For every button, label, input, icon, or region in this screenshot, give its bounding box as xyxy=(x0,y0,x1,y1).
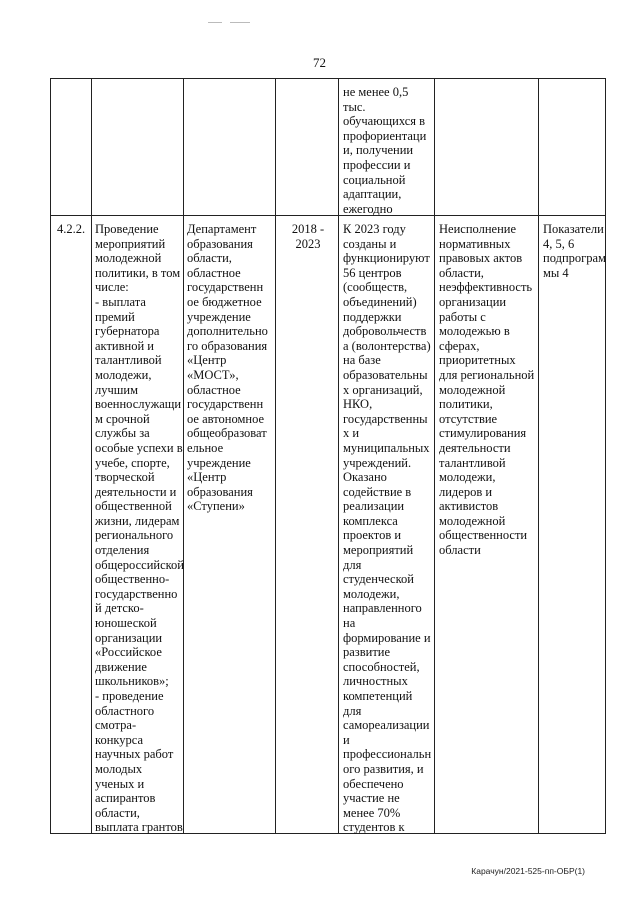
cell-text-line: молодежной xyxy=(95,251,162,266)
cell-number: 4.2.2. xyxy=(56,222,86,236)
cell-text-line: «Центр xyxy=(187,470,227,485)
cell-text-line: организации xyxy=(439,294,507,309)
cell-text-line: ого развития, и xyxy=(343,761,424,776)
cell-text-line: образовательны xyxy=(343,367,428,382)
cell-text-line: особые успехи в xyxy=(95,440,183,455)
cell-text-line: проектов и xyxy=(343,528,402,543)
cell-text-line: содействие в xyxy=(343,484,412,499)
cell-text-line: общеобразоват xyxy=(187,426,267,441)
cell-text-line: функционируют xyxy=(343,251,430,266)
cell-text-line: области, xyxy=(439,265,484,280)
cell-text-line: профориентаци xyxy=(343,128,427,143)
cell-text-line: го образования xyxy=(187,338,268,353)
cell-text-line: учреждение xyxy=(187,455,251,470)
cell-text-line: области, xyxy=(187,251,232,266)
cell-text-line: отсутствие xyxy=(439,411,498,426)
cell-text-line: выплата грантов xyxy=(95,820,183,835)
cell-text-line: политики, в том xyxy=(95,265,181,280)
cell-indicators xyxy=(543,222,606,280)
cell-text-line: а (волонтерства) xyxy=(343,338,431,353)
cell-expected-result xyxy=(343,222,431,835)
cell-text-line: 2018 - xyxy=(291,222,325,236)
cell-text-line: мероприятий xyxy=(95,236,166,251)
cell-text-line: жизни, лидерам xyxy=(95,513,180,528)
cell-text-line: нормативных xyxy=(439,236,511,251)
cell-text-line: «Ступени» xyxy=(187,499,245,514)
cell-text-line: молодых xyxy=(95,761,143,776)
cell-text-line: движение xyxy=(95,659,147,674)
cell-text-line: для xyxy=(343,557,362,572)
cell-text-line: студентов к xyxy=(343,820,405,835)
cell-term xyxy=(277,222,339,251)
cell-text-line: научных работ xyxy=(95,747,174,762)
cell-text-line: активной и xyxy=(95,338,154,353)
cell-text-line: 4, 5, 6 xyxy=(543,236,575,251)
cell-text-line: ельное xyxy=(187,440,224,455)
cell-text-line: общественной xyxy=(95,499,172,514)
cell-text-line: молодежи, xyxy=(95,367,152,382)
cell-text-line: деятельности и xyxy=(95,484,177,499)
cell-text-line: конкурса xyxy=(95,732,144,747)
cell-text-line: аспирантов xyxy=(95,791,156,806)
cell-text-line: областного xyxy=(95,703,155,718)
cell-text-line: молодежной xyxy=(439,382,506,397)
cell-text-line: государственны xyxy=(343,411,428,426)
cell-text-line: регионального xyxy=(95,528,174,543)
cell-text-line: Проведение xyxy=(95,222,159,236)
cell-text-line: на xyxy=(343,616,356,631)
cell-text-line: организации xyxy=(95,630,163,645)
cell-text-line: государственно xyxy=(95,586,178,601)
cell-text-line: Департамент xyxy=(187,222,257,236)
cell-text-line: ое автономное xyxy=(187,411,265,426)
cell-text-line: молодежью в xyxy=(439,324,510,339)
cell-text-line: правовых актов xyxy=(439,251,523,266)
cell-text-line: и, получении xyxy=(343,143,414,158)
cell-text-line: объединений) xyxy=(343,294,417,309)
cell-text-line: учреждений. xyxy=(343,455,412,470)
cell-text-line: образования xyxy=(187,484,253,499)
cell-text-line: талантливой xyxy=(95,353,162,368)
cell-text-line: формирование и xyxy=(343,630,431,645)
cell-text-line: области, xyxy=(95,805,140,820)
cell-text-line: областное xyxy=(187,382,241,397)
cell-executor xyxy=(187,222,268,514)
cell-text-line: учреждение xyxy=(187,309,251,324)
cell-text-line: лидеров и xyxy=(439,484,493,499)
cell-text-line: комплекса xyxy=(343,513,398,528)
cell-text-line: военнослужащи xyxy=(95,397,182,412)
cell-text-line: созданы и xyxy=(343,236,397,251)
cell-text-line: школьников»; xyxy=(95,674,169,689)
cell-text-line: общероссийской xyxy=(95,557,184,572)
cell-text-line: 2023 xyxy=(295,236,321,251)
cell-text-line: государственн xyxy=(187,397,264,412)
cell-result-continuation xyxy=(343,85,426,216)
cell-text-line: ученых и xyxy=(95,776,145,791)
cell-text-line: Показатели xyxy=(543,222,604,236)
cell-text-line: «Российское xyxy=(95,645,162,660)
cell-text-line: тыс. xyxy=(343,99,366,114)
cell-text-line: области xyxy=(439,543,481,558)
cell-text-line: «Центр xyxy=(187,353,227,368)
cell-text-line: для региональной xyxy=(439,367,535,382)
cell-text-line: и xyxy=(343,732,350,747)
cell-text-line: дополнительно xyxy=(187,324,268,339)
cell-text-line: лучшим xyxy=(95,382,138,397)
cell-text-line: работы с xyxy=(439,309,486,324)
cell-text-line: общественности xyxy=(439,528,528,543)
cell-text-line: числе: xyxy=(95,280,129,295)
document-code: Карачун/2021-525-пп-ОБР(1) xyxy=(471,866,585,876)
cell-text-line: (сообществ, xyxy=(343,280,408,295)
cell-text-line: направленного xyxy=(343,601,422,616)
cell-text-line: компетенций xyxy=(343,689,413,703)
cell-text-line: отделения xyxy=(95,543,150,558)
cell-text-line: м срочной xyxy=(95,411,150,426)
cell-text-line: молодежи, xyxy=(343,586,400,601)
table-row-continuation xyxy=(50,78,606,216)
cell-text-line: ое бюджетное xyxy=(187,294,262,309)
cell-text-line: развитие xyxy=(343,645,391,660)
cell-text-line: мероприятий xyxy=(343,543,414,558)
cell-text-line: службы за xyxy=(95,426,150,441)
cell-text-line: государственн xyxy=(187,280,264,295)
cell-text-line: ежегодно xyxy=(343,201,393,216)
cell-text-line: - проведение xyxy=(95,689,164,703)
cell-text-line: - выплата xyxy=(95,294,146,309)
cell-text-line: губернатора xyxy=(95,324,160,339)
cell-text-line: политики, xyxy=(439,397,493,412)
cell-text-line: менее 70% xyxy=(343,805,401,820)
cell-text-line: мы 4 xyxy=(543,265,569,280)
cell-text-line: х организаций, xyxy=(343,382,423,397)
cell-text-line: премий xyxy=(95,309,135,324)
cell-text-line: общественно- xyxy=(95,572,170,587)
cell-text-line: профессиональн xyxy=(343,747,432,762)
cell-text-line: стимулирования xyxy=(439,426,527,441)
cell-text-line: добровольчеств xyxy=(343,324,427,339)
cell-text-line: не менее 0,5 xyxy=(343,85,409,99)
cell-text-line: сферах, xyxy=(439,338,480,353)
cell-text-line: адаптации, xyxy=(343,187,402,202)
cell-text-line: Неисполнение xyxy=(439,222,516,236)
cell-text-line: НКО, xyxy=(343,397,373,412)
cell-activity-name xyxy=(95,222,184,835)
cell-text-line: обучающихся в xyxy=(343,114,426,129)
cell-text-line: неэффективность xyxy=(439,280,533,295)
cell-text-line: приоритетных xyxy=(439,353,516,368)
program-table xyxy=(50,78,606,834)
cell-text-line: деятельности xyxy=(439,440,511,455)
cell-text-line: творческой xyxy=(95,470,155,485)
cell-text-line: й детско- xyxy=(95,601,144,616)
cell-text-line: профессии и xyxy=(343,157,411,172)
cell-text-line: подпрограм xyxy=(543,251,606,266)
cell-risks xyxy=(439,222,534,558)
cell-text-line: муниципальных xyxy=(343,440,430,455)
cell-text-line: на базе xyxy=(343,353,381,368)
cell-text-line: областное xyxy=(187,265,241,280)
cell-text-line: социальной xyxy=(343,172,406,187)
cell-text-line: юношеской xyxy=(95,616,157,631)
cell-text-line: молодежной xyxy=(439,513,506,528)
cell-text-line: х и xyxy=(343,426,360,441)
cell-text-line: способностей, xyxy=(343,659,420,674)
cell-text-line: 56 центров xyxy=(343,265,402,280)
cell-text-line: поддержки xyxy=(343,309,402,324)
cell-text-line: учебе, спорте, xyxy=(95,455,170,470)
cell-text-line: активистов xyxy=(439,499,499,514)
cell-text-line: молодежи, xyxy=(439,470,496,485)
cell-text-line: реализации xyxy=(343,499,405,514)
cell-text-line: образования xyxy=(187,236,253,251)
cell-text-line: для xyxy=(343,703,362,718)
page-number: 72 xyxy=(313,55,326,70)
cell-text-line: «МОСТ», xyxy=(187,367,239,382)
cell-text-line: талантливой xyxy=(439,455,506,470)
cell-text-line: личностных xyxy=(343,674,408,689)
cell-text-line: К 2023 году xyxy=(343,222,406,236)
cell-text-line: Оказано xyxy=(343,470,387,485)
cell-text-line: самореализации xyxy=(343,718,430,733)
cell-text-line: студенческой xyxy=(343,572,414,587)
cell-text-line: участие не xyxy=(343,791,400,806)
cell-text-line: обеспечено xyxy=(343,776,404,791)
cell-text-line: смотра- xyxy=(95,718,137,733)
table-row-4-2-2 xyxy=(50,216,606,834)
